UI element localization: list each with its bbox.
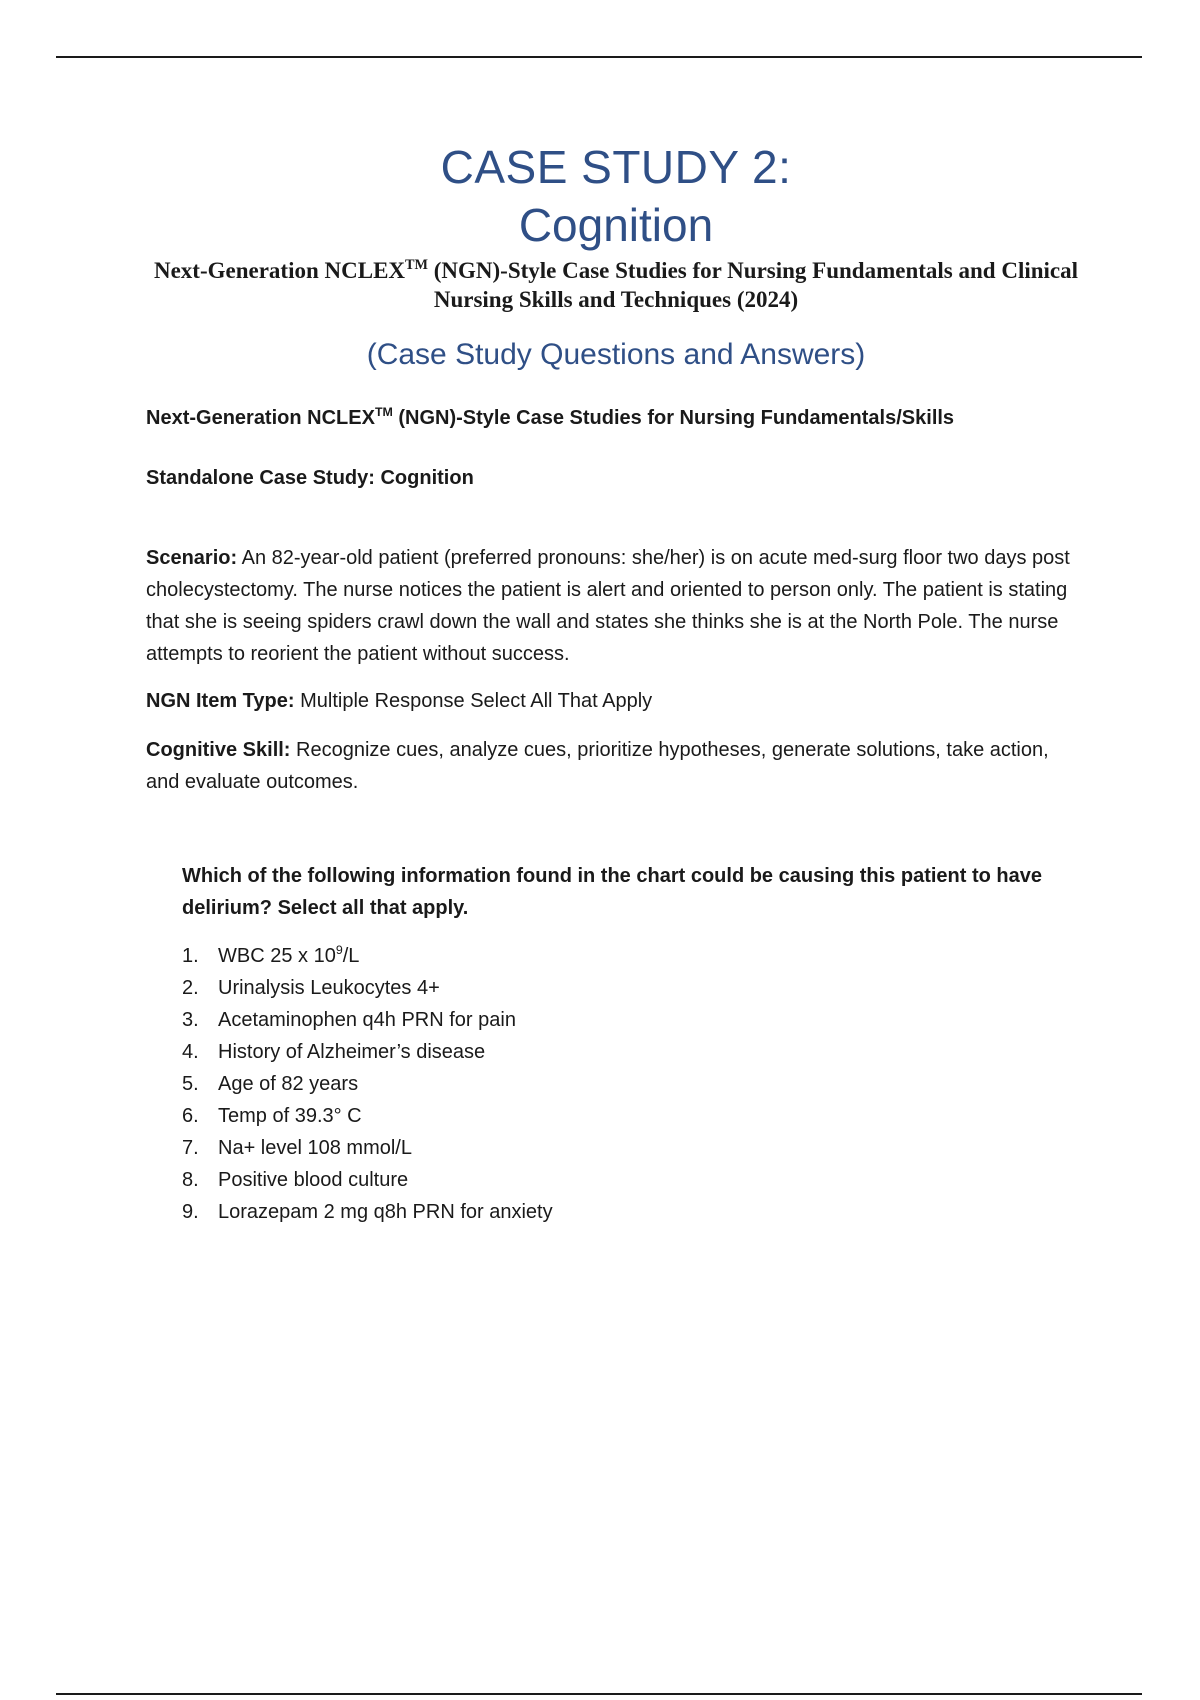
answer-option bbox=[182, 1100, 982, 1132]
question-prompt: Which of the following information found in the chart could be causing this patient to have delirium? Select all that apply. bbox=[182, 865, 1042, 919]
option-text: History of Alzheimer’s disease bbox=[218, 1041, 486, 1063]
case-study-topic: Cognition bbox=[518, 199, 714, 251]
option-text: Age of 82 years bbox=[218, 1073, 359, 1095]
answer-options-list bbox=[182, 940, 982, 1228]
item-type-paragraph bbox=[146, 685, 1086, 717]
option-number: 3. bbox=[182, 1009, 199, 1031]
option-number: 6. bbox=[182, 1105, 199, 1127]
option-number: 1. bbox=[182, 945, 199, 967]
standalone-heading: Standalone Case Study: Cognition bbox=[146, 467, 474, 489]
option-number: 9. bbox=[182, 1201, 199, 1223]
item-type-label: NGN Item Type: bbox=[146, 690, 295, 712]
answer-option bbox=[182, 1004, 982, 1036]
cognitive-skill-paragraph bbox=[146, 734, 1086, 798]
answer-option bbox=[182, 1196, 982, 1228]
subtitle-trademark: TM bbox=[405, 256, 428, 273]
option-number: 7. bbox=[182, 1137, 199, 1159]
case-study-title: CASE STUDY 2: bbox=[440, 141, 792, 193]
option-text bbox=[218, 940, 359, 972]
option-text: Acetaminophen q4h PRN for pain bbox=[218, 1009, 516, 1031]
bottom-rule bbox=[56, 1693, 1142, 1695]
subtitle-part1: Next-Generation NCLEX bbox=[153, 258, 406, 283]
answer-option bbox=[182, 972, 982, 1004]
option-number: 2. bbox=[182, 977, 199, 999]
option-text: Lorazepam 2 mg q8h PRN for anxiety bbox=[218, 1201, 553, 1223]
section-heading-part2: (NGN)-Style Case Studies for Nursing Fundamentals/Skills bbox=[392, 407, 955, 429]
scenario-label: Scenario: bbox=[146, 547, 238, 569]
option-text: Temp of 39.3° C bbox=[218, 1105, 362, 1127]
option-number: 4. bbox=[182, 1041, 199, 1063]
option-text-unit: /L bbox=[342, 945, 360, 967]
option-text-main: WBC 25 x 10 bbox=[218, 945, 336, 967]
answer-option bbox=[182, 1036, 982, 1068]
option-text: Positive blood culture bbox=[218, 1169, 409, 1191]
option-text: Urinalysis Leukocytes 4+ bbox=[218, 977, 440, 999]
scenario-text: An 82-year-old patient (preferred pronouns: she/her) is on acute med-surg floor two days post cholecystectomy. The nurse notices the patient is alert and oriented to person only. The patient is stating that she is seeing spiders crawl down the wall and states she thinks she is at the North Pole. The nurse attempts to reorient the patient without success. bbox=[146, 547, 1070, 665]
answer-option bbox=[182, 1068, 982, 1100]
qa-heading: (Case Study Questions and Answers) bbox=[366, 338, 866, 371]
top-rule bbox=[56, 56, 1142, 58]
answer-option bbox=[182, 1132, 982, 1164]
answer-option bbox=[182, 1164, 982, 1196]
item-type-text: Multiple Response Select All That Apply bbox=[294, 690, 653, 712]
option-number: 8. bbox=[182, 1169, 199, 1191]
scenario-paragraph bbox=[146, 542, 1086, 670]
cognitive-skill-label: Cognitive Skill: bbox=[146, 739, 291, 761]
section-heading-trademark: TM bbox=[374, 404, 393, 419]
section-heading-part1: Next-Generation NCLEX bbox=[146, 407, 375, 429]
subtitle-part2: (NGN)-Style Case Studies for Nursing Fundamentals and Clinical Nursing Skills and Techniques (2024) bbox=[427, 258, 1079, 312]
answer-option bbox=[182, 940, 982, 972]
document-subtitle bbox=[150, 256, 1082, 314]
option-text: Na+ level 108 mmol/L bbox=[218, 1137, 412, 1159]
option-number: 5. bbox=[182, 1073, 199, 1095]
cognitive-skill-text: Recognize cues, analyze cues, prioritize hypotheses, generate solutions, take action, and evaluate outcomes. bbox=[146, 739, 1049, 793]
option-exponent: 9 bbox=[335, 942, 343, 957]
section-heading bbox=[146, 402, 1086, 434]
